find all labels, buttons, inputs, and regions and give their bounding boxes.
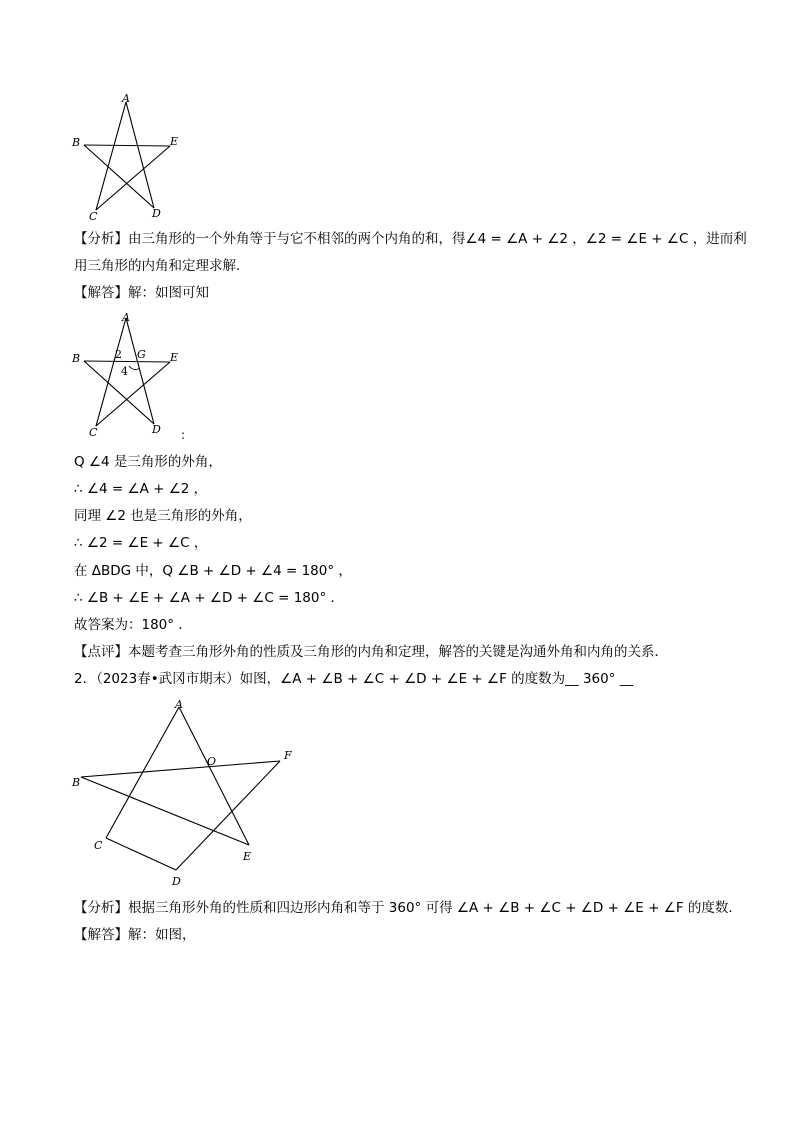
label-c: C	[89, 426, 98, 439]
solution-2-intro: 【解答】解：如图，	[74, 927, 196, 943]
label-b: B	[72, 352, 81, 365]
segment-a-d	[126, 318, 154, 424]
proof-line-3: 同理 ∠2 也是三角形的外角，	[74, 508, 252, 524]
segment-a-e	[179, 707, 249, 845]
label-o: O	[207, 755, 217, 768]
proof-line-6: ∴ ∠B + ∠E + ∠A + ∠D + ∠C = 180° ．	[74, 590, 345, 606]
segment-e-c	[96, 146, 170, 210]
segment-b-e	[81, 777, 249, 845]
segment-a-d	[126, 102, 154, 208]
segment-d-f	[176, 761, 280, 870]
label-c: C	[94, 839, 103, 852]
label-b: B	[72, 136, 81, 149]
comment-line: 【点评】本题考查三角形外角的性质及三角形的内角和定理，解答的关键是沟通外角和内角的关系．	[74, 644, 668, 660]
label-g: G	[137, 348, 146, 361]
segment-e-c	[96, 362, 170, 426]
star-figure-2	[66, 308, 196, 442]
analysis-line-2: 用三角形的内角和定理求解．	[74, 258, 250, 274]
label-angle-2: 2	[115, 348, 122, 361]
angle-sum-figure	[66, 693, 306, 889]
label-angle-4: 4	[121, 365, 128, 378]
segment-a-c	[96, 102, 126, 210]
label-c: C	[89, 210, 98, 223]
segment-b-e	[84, 145, 170, 146]
segment-b-d	[84, 145, 154, 208]
figure-trailing-mark: :	[181, 428, 186, 442]
label-a: A	[175, 698, 183, 711]
label-d: D	[172, 875, 181, 888]
segment-c-d	[106, 838, 176, 870]
label-e: E	[243, 850, 252, 863]
label-a: A	[122, 92, 130, 105]
label-f: F	[284, 749, 292, 762]
label-a: A	[122, 311, 130, 324]
segment-b-f	[81, 761, 280, 777]
proof-line-5: 在 ΔBDG 中，Q ∠B + ∠D + ∠4 = 180° ，	[74, 563, 352, 579]
label-d: D	[152, 423, 161, 436]
analysis-line-1: 【分析】由三角形的一个外角等于与它不相邻的两个内角的和，得∠4 = ∠A + ∠2 ，∠2 = ∠E + ∠C ，进而利	[74, 231, 747, 247]
label-d: D	[152, 207, 161, 220]
answer-line: 故答案为：180° ．	[74, 617, 192, 633]
proof-line-1: Q ∠4 是三角形的外角，	[74, 454, 222, 470]
proof-line-4: ∴ ∠2 = ∠E + ∠C ，	[74, 535, 208, 551]
question-2: 2．（2023春•武冈市期末）如图，∠A + ∠B + ∠C + ∠D + ∠E + ∠F 的度数为__ 360° __	[74, 671, 634, 687]
analysis-2: 【分析】根据三角形外角的性质和四边形内角和等于 360° 可得 ∠A + ∠B + ∠C + ∠D + ∠E + ∠F 的度数．	[74, 900, 742, 916]
solution-intro: 【解答】解：如图可知	[74, 285, 209, 301]
proof-line-2: ∴ ∠4 = ∠A + ∠2 ，	[74, 481, 208, 497]
segment-b-d	[84, 361, 154, 424]
label-e: E	[170, 135, 179, 148]
label-b: B	[72, 776, 81, 789]
segment-b-e	[84, 361, 170, 362]
label-e: E	[170, 351, 179, 364]
star-figure-1	[66, 92, 196, 228]
